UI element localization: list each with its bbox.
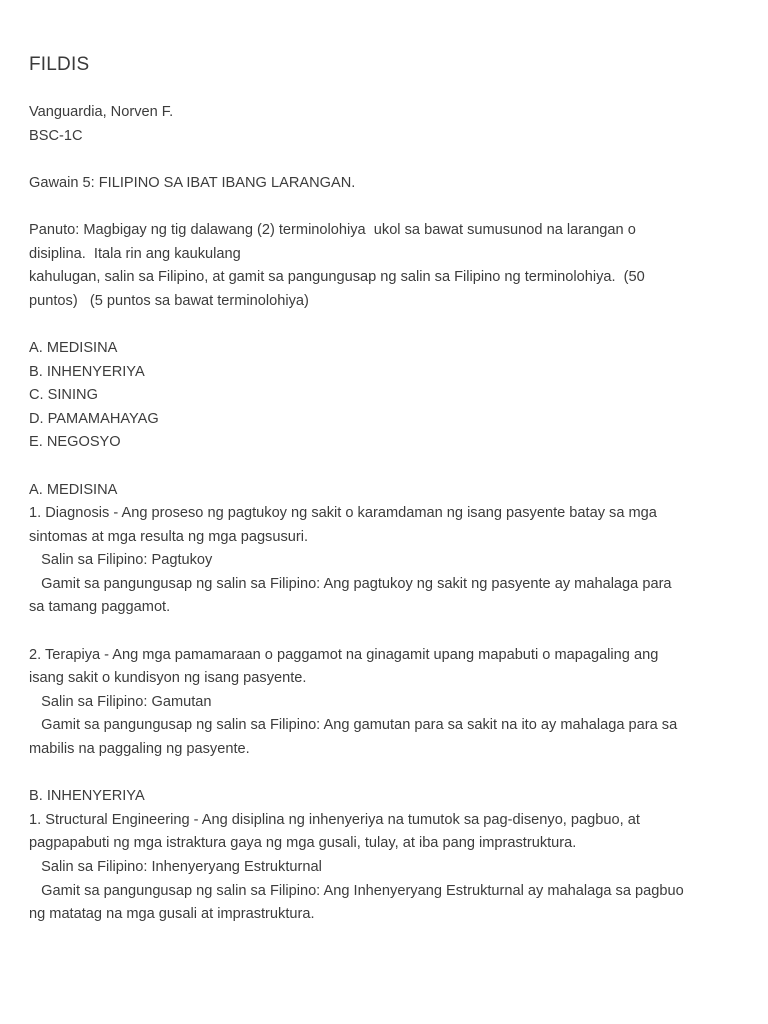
instructions-line: puntos) (5 puntos sa bawat terminolohiya) [29,292,309,309]
section-heading: B. INHENYERIYA [29,788,145,805]
term-entry-structural-engineering [29,809,738,927]
section-medisina [29,479,738,762]
list-item: E. NEGOSYO [29,434,121,451]
spacer [29,195,738,219]
term-line: Salin sa Filipino: Gamutan [29,693,212,710]
term-line: ng matatag na mga gusali at imprastruktura. [29,906,315,923]
term-line: sintomas at mga resulta ng mga pagsusuri. [29,528,309,545]
term-line: mabilis na paggaling ng pasyente. [29,741,250,758]
list-item: A. MEDISINA [29,339,118,356]
instructions-line: disiplina. Itala rin ang kaukulang [29,245,241,262]
instructions-paragraph [29,219,738,313]
term-line: 2. Terapiya - Ang mga pamamaraan o paggamot na ginagamit upang mapabuti o mapagaling ang [29,646,659,663]
term-line: 1. Diagnosis - Ang proseso ng pagtukoy ng sakit o karamdaman ng isang pasyente batay sa mga [29,505,657,522]
section-heading: A. MEDISINA [29,481,118,498]
term-entry-terapiya [29,644,738,762]
spacer [29,79,738,101]
document-title: FILDIS [29,54,90,75]
list-item: B. INHENYERIYA [29,363,145,380]
instructions-line: Panuto: Magbigay ng tig dalawang (2) terminolohiya ukol sa bawat sumusunod na larangan o [29,221,636,238]
term-line: Salin sa Filipino: Pagtukoy [29,552,213,569]
author-name: Vanguardia, Norven F. [29,104,174,120]
spacer [29,762,738,786]
term-line: Salin sa Filipino: Inhenyeryang Estrukturnal [29,859,322,875]
activity-title: Gawain 5: FILIPINO SA IBAT IBANG LARANGAN. [29,174,356,191]
term-line: isang sakit o kundisyon ng isang pasyente. [29,670,307,687]
term-entry-diagnosis [29,502,738,620]
spacer [29,148,738,172]
spacer [29,455,738,479]
term-line: Gamit sa pangungusap ng salin sa Filipino: Ang gamutan para sa sakit na ito ay mahalaga para sa [29,717,678,734]
spacer [29,620,738,644]
term-line: 1. Structural Engineering - Ang disiplina ng inhenyeriya na tumutok sa pag-disenyo, pagbuo, at [29,811,640,828]
list-item: C. SINING [29,387,98,404]
term-line: Gamit sa pangungusap ng salin sa Filipino: Ang Inhenyeryang Estrukturnal ay mahalaga sa pagbuo [29,882,684,899]
term-line: pagpapabuti ng mga istraktura gaya ng mga gusali, tulay, at iba pang imprastruktura. [29,835,577,852]
list-item: D. PAMAMAHAYAG [29,410,159,427]
term-line: Gamit sa pangungusap ng salin sa Filipino: Ang pagtukoy ng sakit ng pasyente ay mahalaga para [29,575,672,592]
term-line: sa tamang paggamot. [29,599,171,616]
spacer [29,313,738,337]
section-inhenyeriya [29,785,738,927]
section-label: BSC-1C [29,127,83,144]
fields-list [29,337,738,455]
instructions-line: kahulugan, salin sa Filipino, at gamit sa pangungusap ng salin sa Filipino ng terminolohiya. (50 [29,269,645,286]
